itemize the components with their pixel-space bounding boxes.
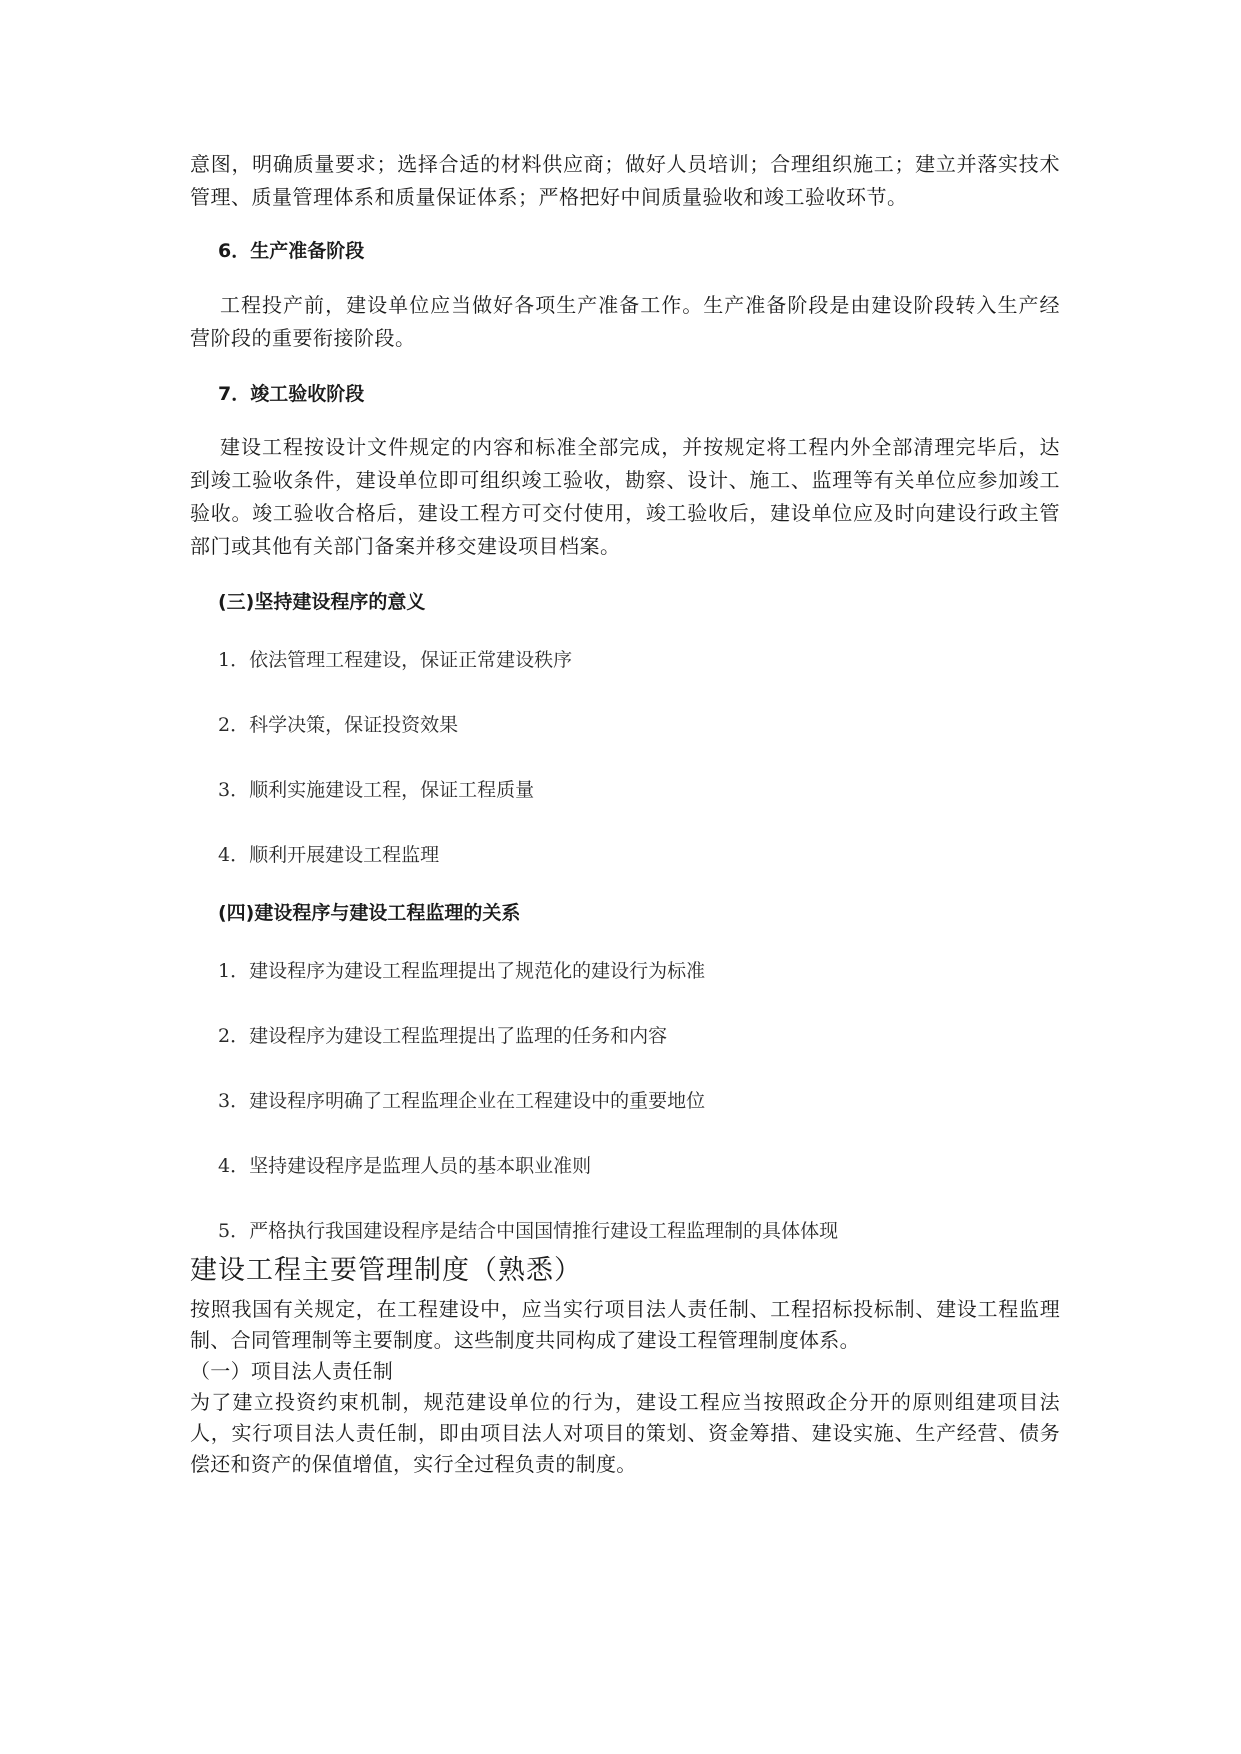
intro-paragraph: 意图，明确质量要求；选择合适的材料供应商；做好人员培训；合理组织施工；建立并落实技术管理、质量管理体系和质量保证体系；严格把好中间质量验收和竣工验收环节。 xyxy=(190,152,1060,209)
paragraph-management-system: 按照我国有关规定，在工程建设中，应当实行项目法人责任制、工程招标投标制、建设工程监理制、合同管理制等主要制度。这些制度共同构成了建设工程管理制度体系。 xyxy=(190,1297,1060,1352)
paragraph-production-prep: 工程投产前，建设单位应当做好各项生产准备工作。生产准备阶段是由建设阶段转入生产经营阶段的重要衔接阶段。 xyxy=(190,293,1060,350)
subheading-project-legal-person: （一）项目法人责任制 xyxy=(190,1359,393,1383)
list-item: 1．建设程序为建设工程监理提出了规范化的建设行为标准 xyxy=(218,960,706,982)
list-item: 3．顺利实施建设工程，保证工程质量 xyxy=(218,779,535,801)
list-item: 1．依法管理工程建设，保证正常建设秩序 xyxy=(218,649,573,671)
heading-relationship: (四)建设程序与建设工程监理的关系 xyxy=(218,902,521,924)
heading-significance: (三)坚持建设程序的意义 xyxy=(218,591,426,613)
list-item: 5．严格执行我国建设程序是结合中国国情推行建设工程监理制的具体体现 xyxy=(218,1220,839,1242)
list-item: 4．坚持建设程序是监理人员的基本职业准则 xyxy=(218,1155,592,1177)
list-item: 2．建设程序为建设工程监理提出了监理的任务和内容 xyxy=(218,1025,668,1047)
paragraph-completion-acceptance: 建设工程按设计文件规定的内容和标准全部完成，并按规定将工程内外全部清理完毕后，达到竣工验收条件，建设单位即可组织竣工验收，勘察、设计、施工、监理等有关单位应参加竣工验收。竣工验收合格后，建设工程方可交付使用，竣工验收后，建设单位应及时向建设行政主管部门或其他有关部门备案并移交建设项目档案。 xyxy=(190,435,1060,558)
document-page xyxy=(190,148,1060,1480)
list-item: 2．科学决策，保证投资效果 xyxy=(218,714,459,736)
list-item: 3．建设程序明确了工程监理企业在工程建设中的重要地位 xyxy=(218,1090,706,1112)
list-item: 4．顺利开展建设工程监理 xyxy=(218,844,440,866)
heading-production-prep: 6．生产准备阶段 xyxy=(218,240,365,262)
heading-completion-acceptance: 7．竣工验收阶段 xyxy=(218,383,365,405)
section-title: 建设工程主要管理制度（熟悉） xyxy=(190,1255,582,1286)
paragraph-project-legal-person: 为了建立投资约束机制，规范建设单位的行为，建设工程应当按照政企分开的原则组建项目法人，实行项目法人责任制，即由项目法人对项目的策划、资金筹措、建设实施、生产经营、债务偿还和资产的保值增值，实行全过程负责的制度。 xyxy=(190,1390,1060,1476)
